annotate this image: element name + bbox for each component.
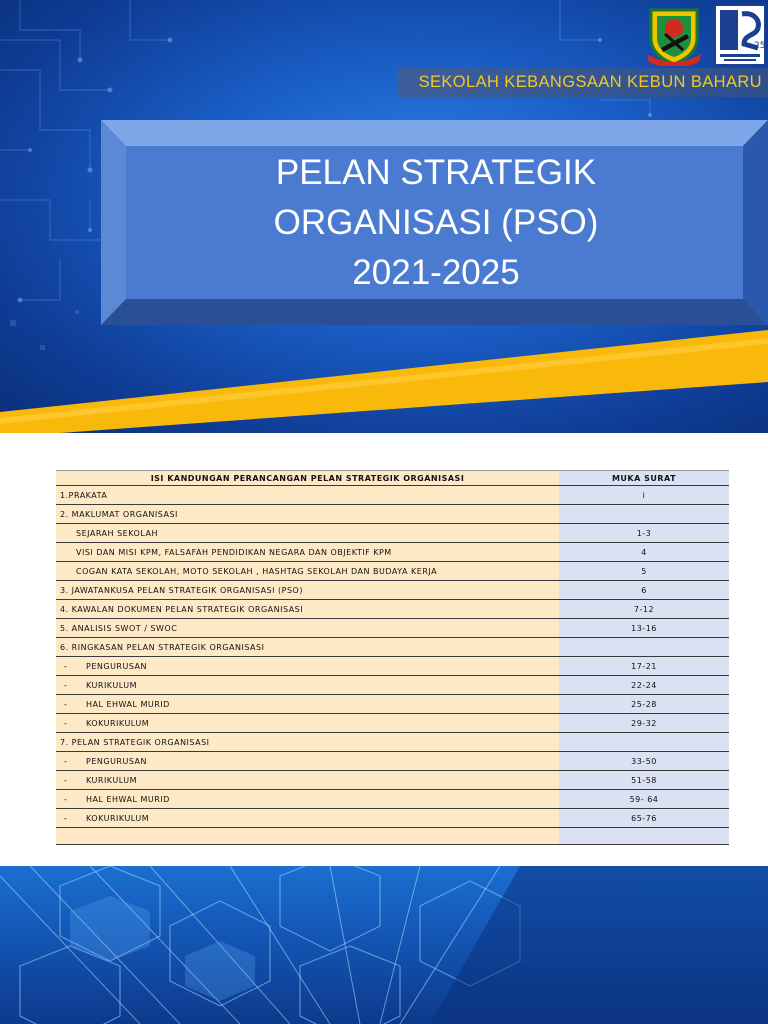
toc-row xyxy=(56,524,729,543)
toc-row xyxy=(56,676,729,695)
toc-page: 33-50 xyxy=(559,752,729,771)
toc-blank-row xyxy=(56,828,729,845)
toc-row xyxy=(56,771,729,790)
toc-row xyxy=(56,790,729,809)
toc-row xyxy=(56,714,729,733)
toc-label: KURIKULUM xyxy=(86,775,138,785)
toc-label: KOKURIKULUM xyxy=(86,813,150,823)
toc-page xyxy=(559,638,729,657)
toc-page: 65-76 xyxy=(559,809,729,828)
toc-label: 7. PELAN STRATEGIK ORGANISASI xyxy=(56,733,559,752)
toc-page: 17-21 xyxy=(559,657,729,676)
toc-subitem xyxy=(56,809,559,828)
badge-number: 25 xyxy=(754,41,766,51)
toc-label: 2. MAKLUMAT ORGANISASI xyxy=(56,505,559,524)
toc-row xyxy=(56,733,729,752)
toc-row xyxy=(56,638,729,657)
toc-subitem xyxy=(56,695,559,714)
toc-subitem xyxy=(56,676,559,695)
ministry-badge-logo xyxy=(714,4,766,66)
title-line-1: PELAN STRATEGIK xyxy=(275,153,597,192)
dash-mark: - xyxy=(64,775,68,785)
toc-label: 3. JAWATANKUSA PELAN STRATEGIK ORGANISASI (PSO) xyxy=(56,581,559,600)
toc-label: HAL EHWAL MURID xyxy=(86,794,170,804)
toc-page: 1-3 xyxy=(559,524,729,543)
toc-row xyxy=(56,505,729,524)
school-name: SEKOLAH KEBANGSAAN KEBUN BAHARU xyxy=(418,73,762,91)
toc-blank-cell xyxy=(56,828,559,845)
toc-row xyxy=(56,581,729,600)
toc-row xyxy=(56,600,729,619)
table-of-contents xyxy=(56,470,729,845)
toc-row xyxy=(56,752,729,771)
toc-page: 51-58 xyxy=(559,771,729,790)
toc-row xyxy=(56,619,729,638)
toc-subitem xyxy=(56,714,559,733)
school-name-banner xyxy=(398,68,768,97)
toc-page: i xyxy=(559,486,729,505)
toc-label: 4. KAWALAN DOKUMEN PELAN STRATEGIK ORGANISASI xyxy=(56,600,559,619)
school-crest-logo xyxy=(643,4,705,66)
gold-stripe xyxy=(0,320,768,433)
dash-mark: - xyxy=(64,813,68,823)
toc-subitem xyxy=(56,771,559,790)
toc-page: 4 xyxy=(559,543,729,562)
toc-row xyxy=(56,809,729,828)
toc-page: 5 xyxy=(559,562,729,581)
toc-subitem xyxy=(56,657,559,676)
toc-page: 13-16 xyxy=(559,619,729,638)
toc-label: KURIKULUM xyxy=(86,680,138,690)
toc-row xyxy=(56,562,729,581)
toc-label: SEJARAH SEKOLAH xyxy=(56,524,559,543)
toc-page xyxy=(559,733,729,752)
dash-mark: - xyxy=(64,661,68,671)
toc-page: 59- 64 xyxy=(559,790,729,809)
toc-row xyxy=(56,657,729,676)
toc-header-contents: ISI KANDUNGAN PERANCANGAN PELAN STRATEGIK ORGANISASI xyxy=(56,471,559,486)
toc-label: 6. RINGKASAN PELAN STRATEGIK ORGANISASI xyxy=(56,638,559,657)
cover-slide xyxy=(0,0,768,433)
toc-subitem xyxy=(56,790,559,809)
toc-page: 29-32 xyxy=(559,714,729,733)
toc-label: KOKURIKULUM xyxy=(86,718,150,728)
toc-label: 1.PRAKATA xyxy=(56,486,559,505)
toc-page: 25-28 xyxy=(559,695,729,714)
toc-row xyxy=(56,695,729,714)
toc-page: 6 xyxy=(559,581,729,600)
dash-mark: - xyxy=(64,756,68,766)
toc-label: PENGURUSAN xyxy=(86,661,148,671)
hexagon-pattern xyxy=(0,866,768,1024)
toc-header-page: MUKA SURAT xyxy=(559,471,729,486)
toc-label: HAL EHWAL MURID xyxy=(86,699,170,709)
document-title xyxy=(180,148,692,298)
toc-label: 5. ANALISIS SWOT / SWOC xyxy=(56,619,559,638)
toc-page: 7-12 xyxy=(559,600,729,619)
dash-mark: - xyxy=(64,718,68,728)
toc-row xyxy=(56,486,729,505)
toc-label: VISI DAN MISI KPM, FALSAFAH PENDIDIKAN NEGARA DAN OBJEKTIF KPM xyxy=(56,543,559,562)
title-line-2: ORGANISASI (PSO) xyxy=(273,203,599,242)
footer-graphic xyxy=(0,866,768,1024)
toc-page: 22-24 xyxy=(559,676,729,695)
toc-label: COGAN KATA SEKOLAH, MOTO SEKOLAH , HASHTAG SEKOLAH DAN BUDAYA KERJA xyxy=(56,562,559,581)
title-line-3: 2021-2025 xyxy=(352,253,520,292)
toc-row xyxy=(56,543,729,562)
toc-label: PENGURUSAN xyxy=(86,756,148,766)
toc-subitem xyxy=(56,752,559,771)
toc-blank-cell xyxy=(559,828,729,845)
dash-mark: - xyxy=(64,794,68,804)
toc-header-row xyxy=(56,471,729,486)
dash-mark: - xyxy=(64,699,68,709)
toc-page xyxy=(559,505,729,524)
dash-mark: - xyxy=(64,680,68,690)
